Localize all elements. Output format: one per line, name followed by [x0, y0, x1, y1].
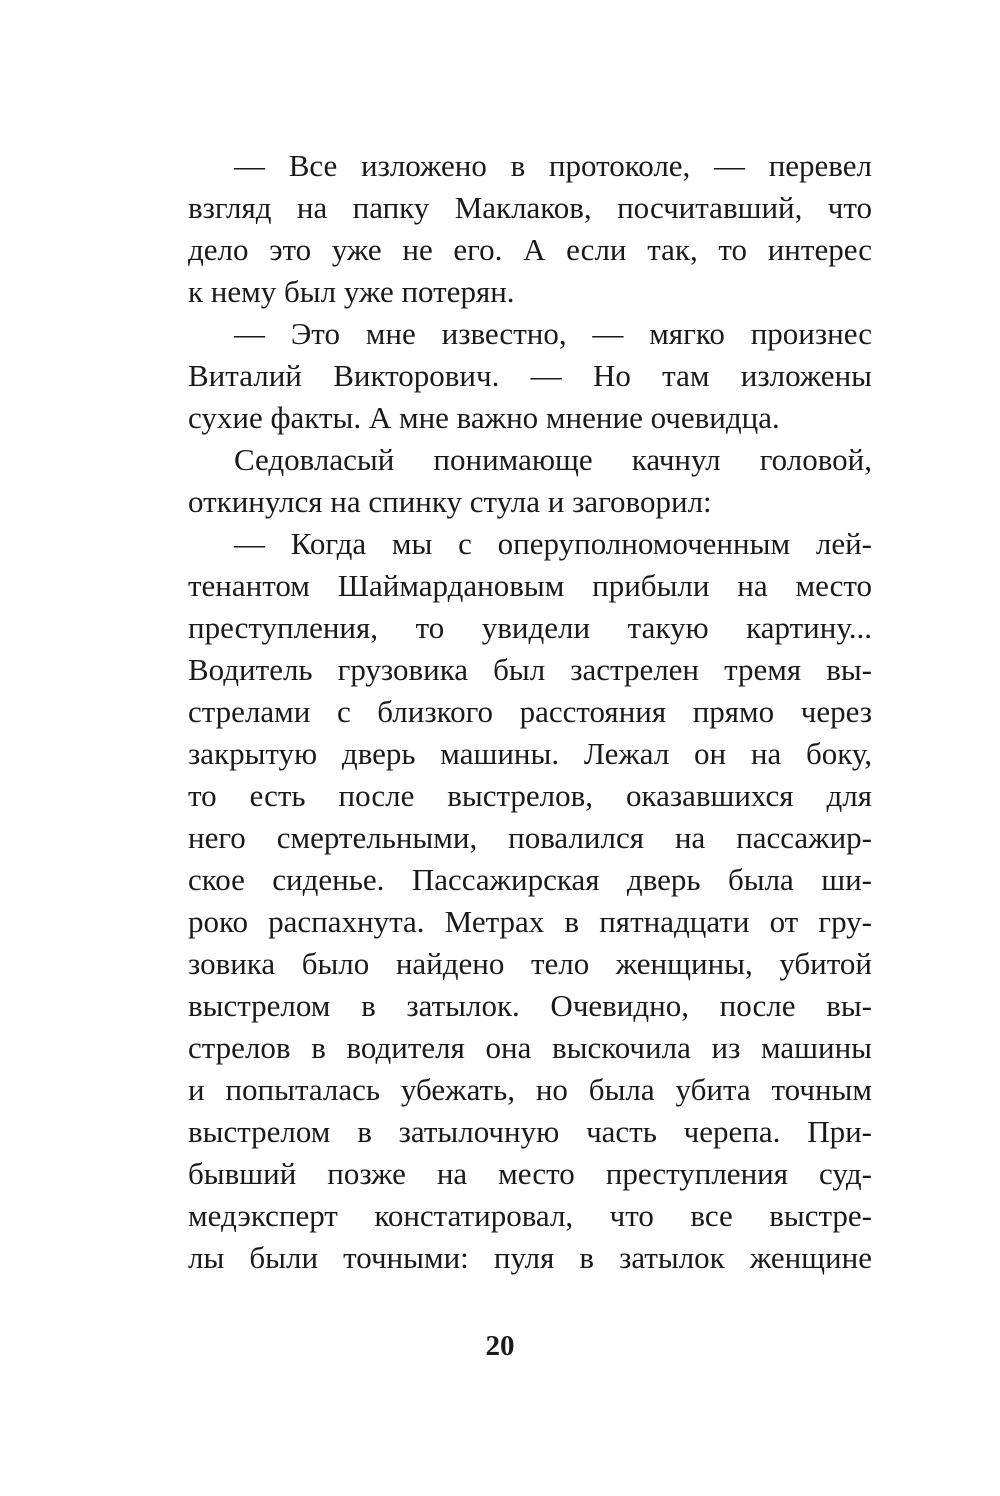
text-line: выстрелом в затылок. Очевидно, после вы- [188, 988, 872, 1023]
text-line: то есть после выстрелов, оказавшихся для [188, 778, 872, 813]
text-line: него смертельными, повалился на пассажир- [188, 820, 872, 855]
text-line: Водитель грузовика был застрелен тремя вы- [188, 652, 872, 687]
text-line: Виталий Викторович. — Но там изложены [188, 358, 872, 393]
text-line: лы были точными: пуля в затылок женщине [188, 1240, 872, 1275]
text-line: взгляд на папку Маклаков, посчитавший, что [188, 190, 872, 225]
text-line: тенантом Шаймардановым прибыли на место [188, 568, 872, 603]
text-line: Седовласый понимающе качнул головой, [234, 442, 872, 477]
text-line: к нему был уже потерян. [188, 274, 515, 309]
page-number: 20 [485, 1330, 515, 1362]
text-line: откинулся на спинку стула и заговорил: [188, 484, 712, 519]
text-line: дело это уже не его. А если так, то интерес [188, 232, 872, 267]
text-line: стрелами с близкого расстояния прямо через [188, 694, 872, 729]
text-line: стрелов в водителя она выскочила из машины [188, 1030, 872, 1065]
body-text [188, 145, 872, 1279]
text-line: — Это мне известно, — мягко произнес [234, 316, 872, 351]
text-line: медэксперт констатировал, что все выстре- [188, 1198, 872, 1233]
text-line: бывший позже на место преступления суд- [188, 1156, 872, 1191]
text-line: — Все изложено в протоколе, — перевел [234, 148, 872, 183]
text-line: ское сиденье. Пассажирская дверь была ши- [188, 862, 872, 897]
text-line: — Когда мы с оперуполномоченным лей- [234, 526, 872, 561]
text-line: выстрелом в затылочную часть черепа. При- [188, 1114, 872, 1149]
text-line: роко распахнута. Метрах в пятнадцати от гру- [188, 904, 872, 939]
text-line: сухие факты. А мне важно мнение очевидца. [188, 400, 780, 435]
text-line: и попыталась убежать, но была убита точным [188, 1072, 872, 1107]
text-line: зовика было найдено тело женщины, убитой [188, 946, 872, 981]
text-line: закрытую дверь машины. Лежал он на боку, [188, 736, 872, 771]
text-line: преступления, то увидели такую картину... [188, 610, 872, 645]
